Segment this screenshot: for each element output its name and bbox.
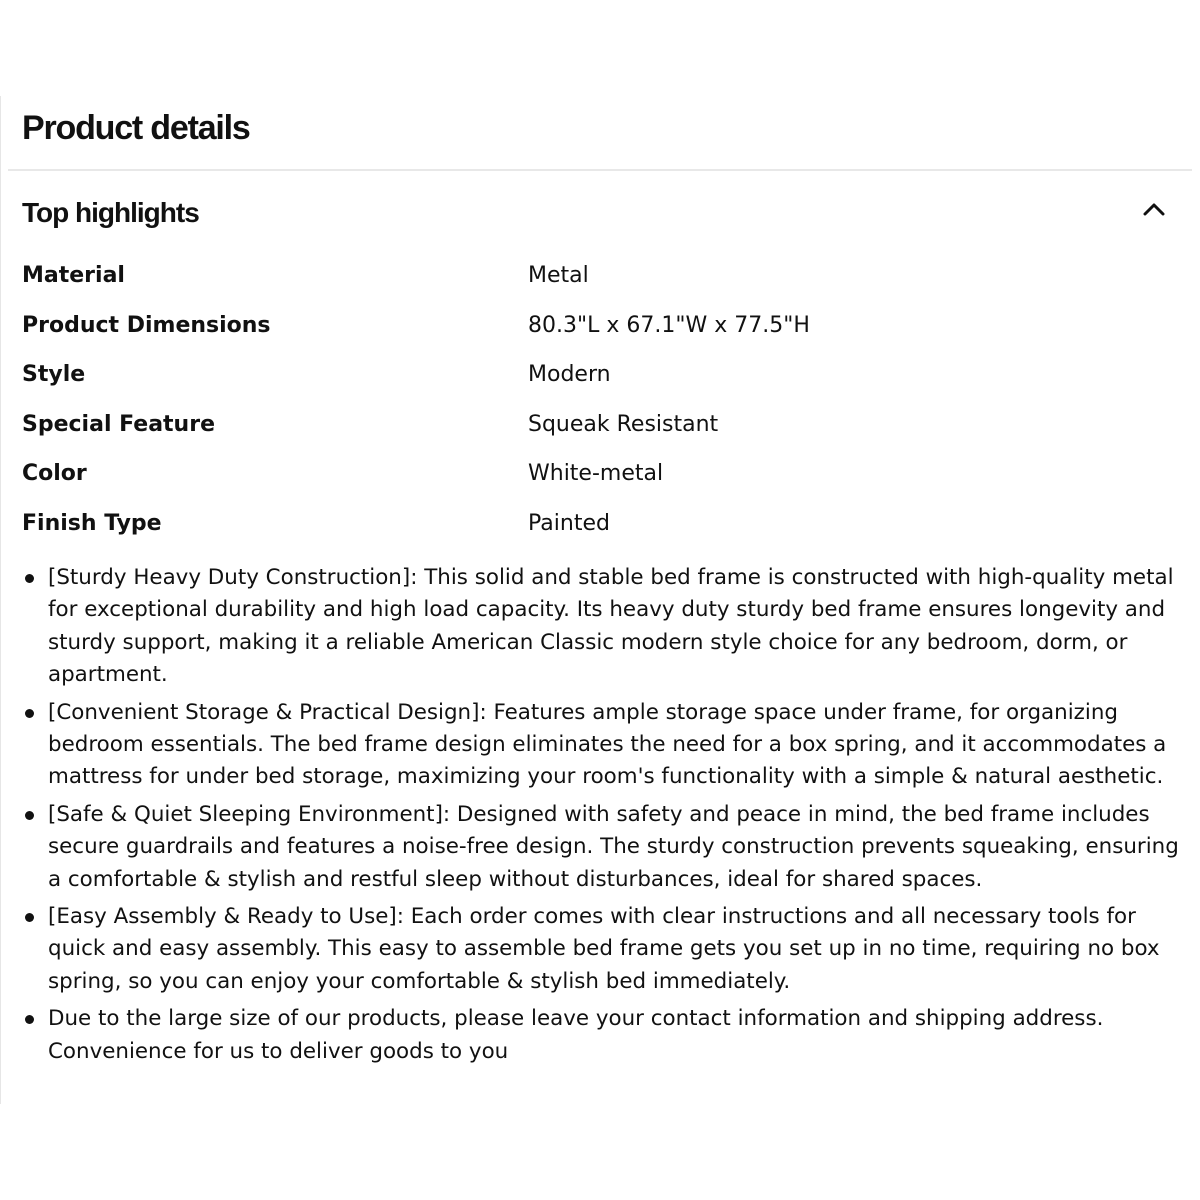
bullet-dot-icon xyxy=(25,811,34,820)
spec-row xyxy=(0,502,1200,552)
spec-label: Style xyxy=(22,362,86,388)
specs-table xyxy=(0,254,1200,552)
bullet-text: [Safe & Quiet Sleeping Environment]: Designed with safety and peace in mind, the bed frame includes secure guardrails and features a noise-free design. The sturdy construction prevents squeaking, ensuring a comfortable & stylish and restful sleep without disturbances, ideal for shared spaces. xyxy=(48,801,1179,892)
bullet-text: [Convenient Storage & Practical Design]: Features ample storage space under frame, for organizing bedroom essentials. The bed frame design eliminates the need for a box spring, and it accommodates a mattress for under bed storage, maximizing your room's functionality with a simple & natural aesthetic. xyxy=(48,699,1167,790)
list-item xyxy=(0,697,1200,794)
spec-label: Finish Type xyxy=(22,510,162,536)
chevron-up-icon[interactable] xyxy=(1136,192,1172,228)
spec-value: White-metal xyxy=(528,461,664,487)
spec-row xyxy=(0,452,1200,502)
page-title: Product details xyxy=(22,109,250,147)
spec-row xyxy=(0,254,1200,304)
list-item xyxy=(0,901,1200,998)
bullet-text: [Sturdy Heavy Duty Construction]: This solid and stable bed frame is constructed with high-quality metal for exceptional durability and high load capacity. Its heavy duty sturdy bed frame ensures longevity and sturdy support, making it a reliable American Classic modern style choice for any bedroom, dorm, or apartment. xyxy=(48,565,1174,688)
spec-label: Color xyxy=(22,461,87,487)
bullet-dot-icon xyxy=(25,913,34,922)
spec-value: Squeak Resistant xyxy=(528,411,719,437)
bullet-text: [Easy Assembly & Ready to Use]: Each order comes with clear instructions and all necessary tools for quick and easy assembly. This easy to assemble bed frame gets you set up in no time, requiring no box spring, so you can enjoy your comfortable & stylish bed immediately. xyxy=(48,904,1160,994)
spec-row xyxy=(0,353,1200,403)
list-item xyxy=(0,562,1200,692)
spec-row xyxy=(0,403,1200,453)
spec-value: Painted xyxy=(528,510,610,536)
feature-bullet-list xyxy=(0,562,1200,1073)
spec-value: 80.3"L x 67.1"W x 77.5"H xyxy=(528,312,810,338)
spec-value: Metal xyxy=(528,263,589,288)
spec-label: Material xyxy=(22,263,125,288)
spec-value: Modern xyxy=(528,362,611,388)
bullet-dot-icon xyxy=(25,1015,34,1024)
bullet-dot-icon xyxy=(25,574,34,583)
top-highlights-header[interactable] xyxy=(0,190,1200,236)
bullet-dot-icon xyxy=(25,709,34,718)
list-item xyxy=(0,799,1200,896)
list-item xyxy=(0,1003,1200,1068)
spec-label: Product Dimensions xyxy=(22,312,271,338)
spec-label: Special Feature xyxy=(22,411,215,437)
title-divider xyxy=(8,169,1192,171)
section-title: Top highlights xyxy=(22,197,199,228)
spec-row xyxy=(0,304,1200,354)
bullet-text: Due to the large size of our products, please leave your contact information and shipping address. Convenience for us to deliver goods to you xyxy=(48,1006,1104,1064)
